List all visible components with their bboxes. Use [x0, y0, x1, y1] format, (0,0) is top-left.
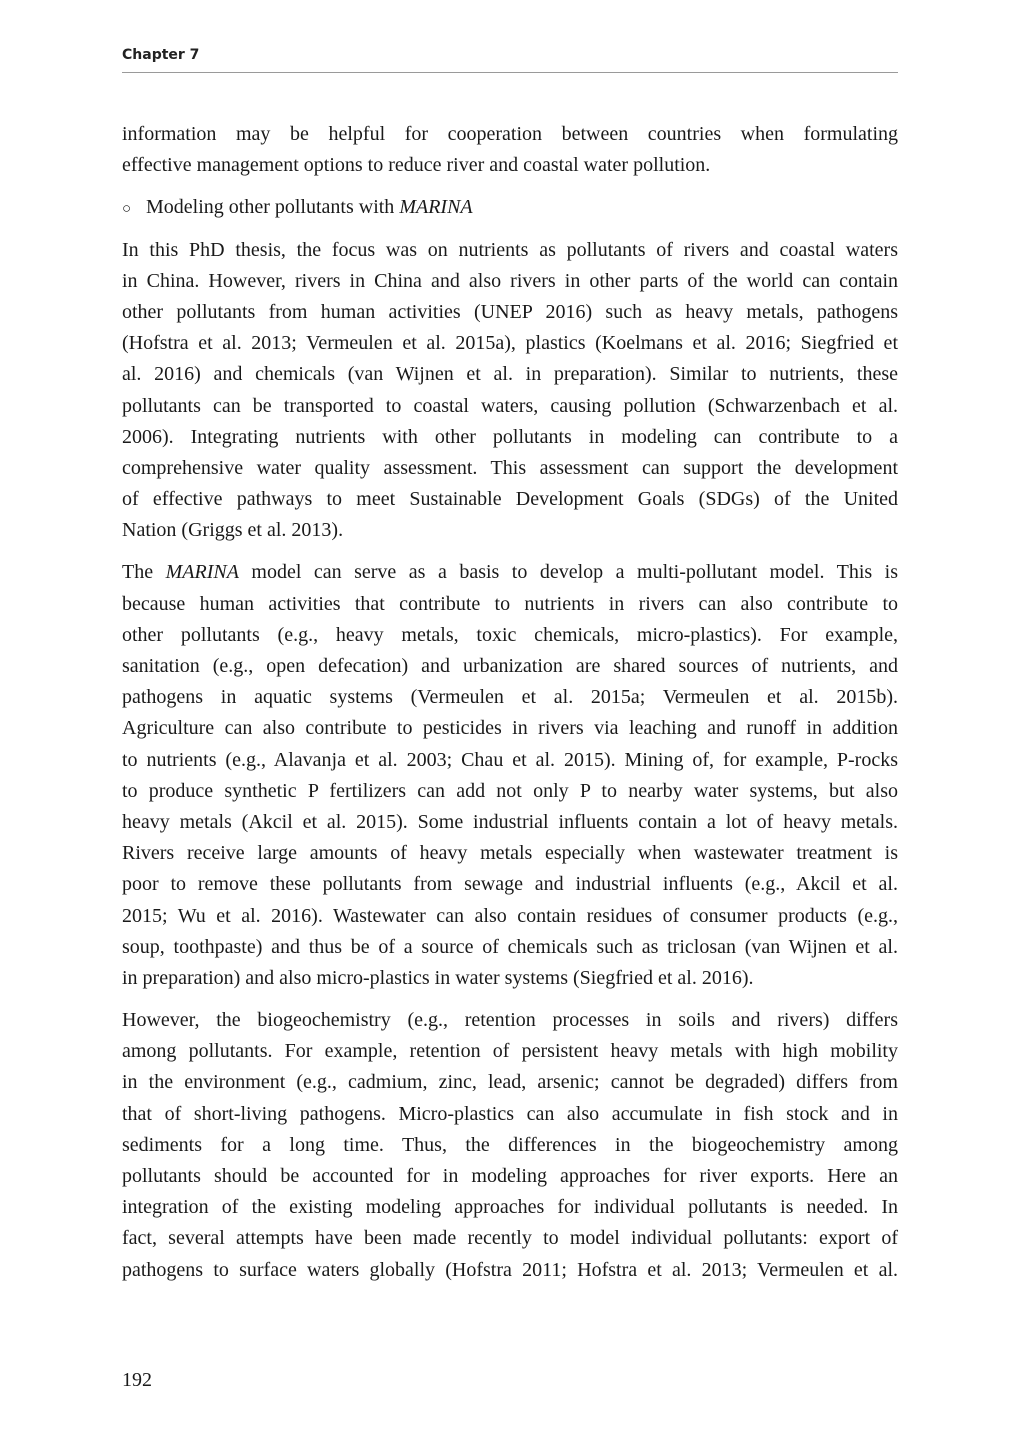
text-line: In this PhD thesis, the focus was on nutrients as pollutants of rivers and coastal waters: [122, 238, 898, 261]
text-line: pollutants can be transported to coastal waters, causing pollution (Schwarzenbach et al.: [122, 394, 898, 417]
text-line: [122, 557, 898, 588]
text-line: comprehensive water quality assessment. This assessment can support the development: [122, 456, 898, 479]
text-line: pathogens in aquatic systems (Vermeulen et al. 2015a; Vermeulen et al. 2015b).: [122, 686, 898, 709]
header-rule: [122, 72, 898, 73]
paragraph: [122, 1005, 898, 1286]
text-segment: Modeling other pollutants with: [146, 196, 400, 219]
text-line: pathogens to surface waters globally (Hofstra 2011; Hofstra et al. 2013; Vermeulen et al.: [122, 1258, 898, 1281]
text-line: because human activities that contribute to nutrients in rivers can also contribute to: [122, 592, 898, 615]
text-line: fact, several attempts have been made recently to model individual pollutants: export of: [122, 1227, 898, 1250]
bullet-item: [122, 192, 898, 223]
text-line: soup, toothpaste) and thus be of a source of chemicals such as triclosan (van Wijnen et al.: [122, 935, 898, 958]
text-line: 2015; Wu et al. 2016). Wastewater can also contain residues of consumer products (e.g.,: [122, 904, 898, 927]
text-line: of effective pathways to meet Sustainable Development Goals (SDGs) of the United: [122, 488, 898, 511]
text-line: that of short-living pathogens. Micro-plastics can also accumulate in fish stock and in: [122, 1102, 898, 1125]
italic-model-name: MARINA: [165, 561, 239, 584]
italic-model-name: MARINA: [399, 196, 473, 219]
text-line: However, the biogeochemistry (e.g., retention processes in soils and rivers) differs: [122, 1009, 898, 1032]
text-line: effective management options to reduce river and coastal water pollution.: [122, 154, 711, 177]
text-line: in the environment (e.g., cadmium, zinc, lead, arsenic; cannot be degraded) differs from: [122, 1071, 898, 1094]
text-line: pollutants should be accounted for in modeling approaches for river exports. Here an: [122, 1165, 898, 1187]
text-line: 2006). Integrating nutrients with other pollutants in modeling can contribute to a: [122, 425, 898, 448]
text-line: other pollutants from human activities (UNEP 2016) such as heavy metals, pathogens: [122, 300, 898, 323]
text-line: al. 2016) and chemicals (van Wijnen et al. in preparation). Similar to nutrients, these: [122, 363, 898, 386]
text-line: poor to remove these pollutants from sewage and industrial influents (e.g., Akcil et al.: [122, 873, 898, 896]
text-line: integration of the existing modeling approaches for individual pollutants is needed. In: [122, 1196, 898, 1219]
text-line: to nutrients (e.g., Alavanja et al. 2003; Chau et al. 2015). Mining of, for example, P-rocks: [122, 748, 898, 771]
text-line: in preparation) and also micro-plastics in water systems (Siegfried et al. 2016).: [122, 966, 754, 989]
text-line: Rivers receive large amounts of heavy metals especially when wastewater treatment is: [122, 842, 898, 865]
paragraph: [122, 119, 898, 181]
text-line: information may be helpful for cooperation between countries when formulating: [122, 123, 898, 145]
text-segment: model can serve as a basis to develop a multi-pollutant model. This is: [238, 561, 898, 584]
bullet-icon: ○: [122, 201, 132, 218]
paragraph: [122, 235, 898, 547]
text-line: in China. However, rivers in China and also rivers in other parts of the world can contain: [122, 269, 898, 292]
text-line: Agriculture can also contribute to pesticides in rivers via leaching and runoff in addition: [122, 717, 898, 740]
text-line: other pollutants (e.g., heavy metals, toxic chemicals, micro-plastics). For example,: [122, 623, 898, 646]
text-line: Nation (Griggs et al. 2013).: [122, 519, 344, 542]
text-line: heavy metals (Akcil et al. 2015). Some industrial influents contain a lot of heavy metals.: [122, 810, 898, 833]
text-line: sediments for a long time. Thus, the differences in the biogeochemistry among: [122, 1133, 898, 1156]
running-header: Chapter 7: [122, 47, 200, 63]
body-text: [122, 119, 898, 1297]
paragraph: [122, 557, 898, 994]
text-segment: The: [122, 561, 166, 584]
text-line: (Hofstra et al. 2013; Vermeulen et al. 2015a), plastics (Koelmans et al. 2016; Siegfried et: [122, 332, 898, 355]
text-line: [122, 192, 898, 223]
text-line: sanitation (e.g., open defecation) and urbanization are shared sources of nutrients, and: [122, 655, 898, 677]
page-number: 192: [122, 1369, 152, 1391]
text-line: among pollutants. For example, retention of persistent heavy metals with high mobility: [122, 1040, 898, 1063]
text-line: to produce synthetic P fertilizers can add not only P to nearby water systems, but also: [122, 779, 898, 802]
